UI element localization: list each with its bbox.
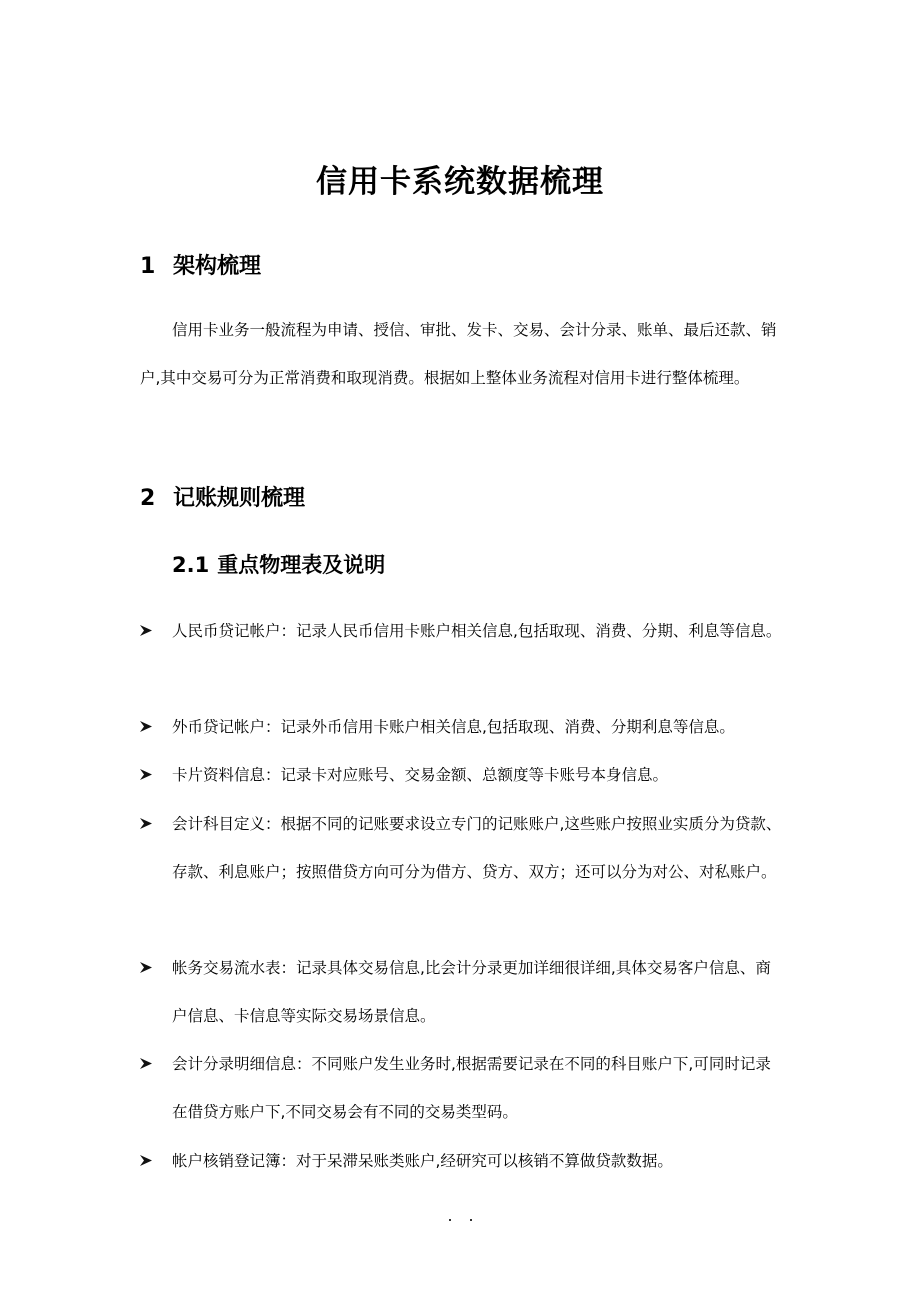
list-item: 会计科目定义：根据不同的记账要求设立专门的记账账户,这些账户按照业实质分为贷款、存款、利息账户；按照借贷方向可分为借方、贷方、双方；还可以分为对公、对私账户。	[140, 800, 785, 896]
subsection-heading-2-1	[172, 549, 385, 579]
list-item: 帐务交易流水表：记录具体交易信息,比会计分录更加详细很详细,具体交易客户信息、商户信息、卡信息等实际交易场景信息。	[140, 944, 785, 1040]
section-title: 记账规则梳理	[173, 486, 306, 511]
footer-dot	[470, 1219, 472, 1221]
section-number: 1	[140, 254, 156, 279]
subsection-title: 重点物理表及说明	[217, 553, 386, 577]
list-item: 外币贷记帐户：记录外币信用卡账户相关信息,包括取现、消费、分期利息等信息。	[140, 703, 785, 751]
section-number: 2	[140, 486, 156, 511]
document-title: 信用卡系统数据梳理	[316, 164, 604, 200]
section-heading-2	[140, 481, 305, 512]
footer-dot	[449, 1219, 451, 1221]
section-1-paragraph: 信用卡业务一般流程为申请、授信、审批、发卡、交易、会计分录、账单、最后还款、销户,其中交易可分为正常消费和取现消费。根据如上整体业务流程对信用卡进行整体梳理。	[140, 321, 777, 387]
subsection-number: 2.1	[172, 553, 210, 577]
section-heading-1	[140, 249, 261, 280]
list-item: 卡片资料信息：记录卡对应账号、交易金额、总额度等卡账号本身信息。	[140, 751, 785, 799]
list-item: 会计分录明细信息：不同账户发生业务时,根据需要记录在不同的科目账户下,可同时记录在借贷方账户下,不同交易会有不同的交易类型码。	[140, 1040, 785, 1136]
section-title: 架构梳理	[173, 254, 262, 279]
list-item: 帐户核销登记簿：对于呆滞呆账类账户,经研究可以核销不算做贷款数据。	[140, 1137, 785, 1185]
list-item: 人民币贷记帐户：记录人民币信用卡账户相关信息,包括取现、消费、分期、利息等信息。	[140, 607, 785, 655]
